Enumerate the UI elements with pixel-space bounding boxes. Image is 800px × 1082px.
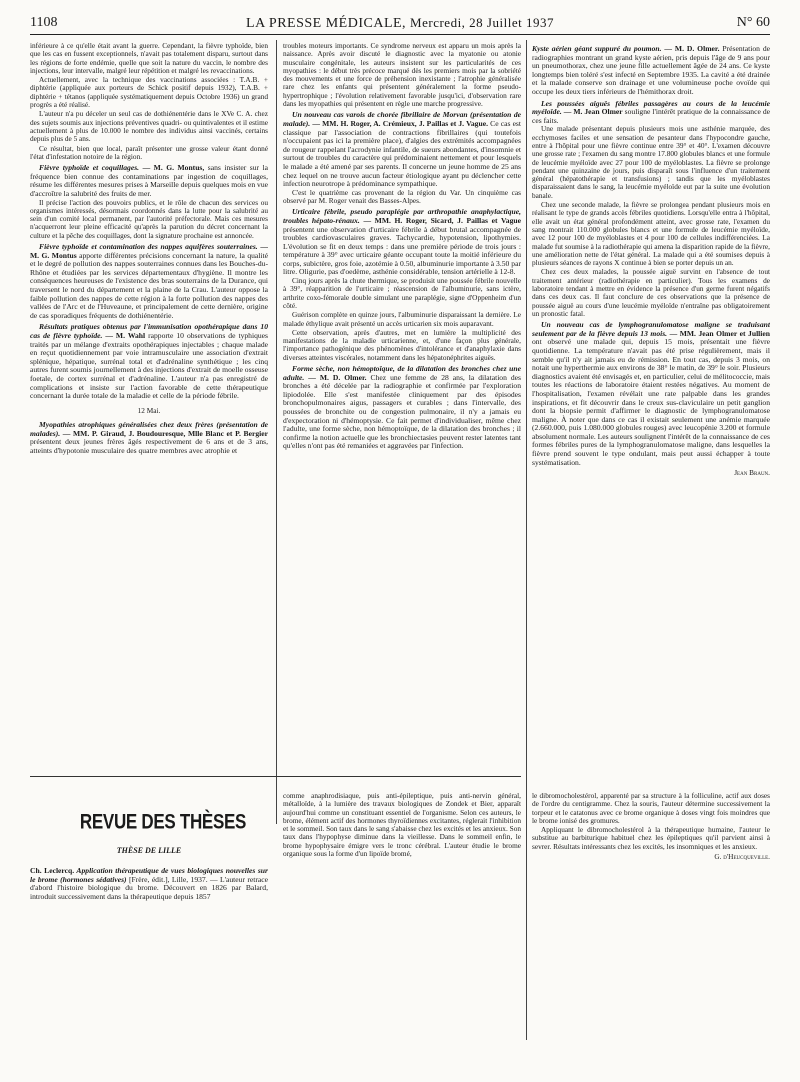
revue-signature: G. d'Heucqueville.	[714, 852, 770, 862]
paragraph: Chez une seconde malade, la fièvre se prolongea pendant plusieurs mois en réalisant le type de grands accès fébriles quotidiens. Lorsqu'elle entra à l'hôpital, elle avait un état général profondément atteint, avec grosse rate, l'examen du sang montrait 110.000 globules blancs et une formule de leucémie myéloïde, avec 12 pour 100 de myéloblastes et 4 pour 100 de cellules indifférenciées. La malade fut soumise à la radiothérapie qui amena la disparition rapide de la fièvre, une amélioration nette de l'état général. La malade qui a été soumises depuis à plusieurs séances de rayons X continue à bien se porter depuis un an.	[532, 200, 770, 268]
paragraph: troubles moteurs importants. Ce syndrome nerveux est apparu un mois après la naissance. Après avoir discuté le diagnostic avec la myatonie ou atonie musculaire congénitale, les auteurs insistent sur les particularités de ces myopathies : le début très précoce marqué dès les premiers mois par la sobriété des mouvements et une force de préhension inexistante ; l'atrophie généralisée rare chez les enfants qui présentent généralement la forme pseudo-hypertrophique ; l'évolution relativement favorable jusqu'ici, d'observation rare dans les myopathies qui présentent en règle une marche progressive.	[283, 42, 521, 109]
communication-title: Kyste aérien géant suppuré du poumon.	[532, 44, 662, 53]
journal-title-line	[30, 14, 770, 33]
communication-title: Fièvre typhoïde et contamination des nappes aquifères souterraines.	[39, 242, 258, 252]
communication-heading	[532, 321, 770, 467]
communication-author: — MM. H. Roger, A. Crémieux, J. Paillas et J. Vague.	[310, 118, 488, 128]
revue-column-1	[30, 864, 268, 920]
communication-text: ont observé une malade qui, depuis 15 mois, présentait une fièvre quotidienne. La température n'avait pas été prise régulièrement, mais il semble qu'il n'y ait jamais eu de rémission. En tout cas, depuis 3 mois, on notait une hyperthermie aux environs de 38° le matin, de 39° le soir. Plusieurs diagnostics avaient été envisagés et, en particulier, celui de mélitococcie, mais toutes les réactions de laboratoire étaient restées négatives. Au moment de l'hospitalisation, l'examen révélait une rate palpable dans les grandes inspirations, et fit découvrir dans le creux sus-claviculaire un petit ganglion dont la biopsie permit d'affirmer le diagnostic de lymphogranulomatose maligne. À noter que dans ce cas il existait seulement une anémie marquée (2.660.000, puis 1.080.000 globules rouges) avec leucopénie 3.200 et formule absolument normale. Les auteurs soulignent l'intérêt de la connaissance de ces formes fébriles pures de la lymphogranulomatose maligne, dans lesquelles la fièvre prend souvent le type ondulant, mais peut aussi échapper à toute systématisation.	[532, 337, 770, 467]
communication-title: Un nouveau cas de lymphogranulomatose maligne se traduisant seulement par de la fièvre depuis 13 mois.	[532, 320, 770, 338]
paragraph: inférieure à ce qu'elle était avant la guerre. Cependant, la fièvre typhoïde, bien que les cas en fussent exceptionnels, n'avait pas totalement disparu, surtout dans les régions de forte endémie, quelle que soit la nature du vaccin, le nombre des injections, leur intervalle, malgré leur répétition et malgré les revaccinations.	[30, 42, 268, 75]
thesis-entry	[30, 867, 268, 901]
column-divider-2	[526, 40, 527, 1040]
communication-text: Présentation de radiographies montrant un grand kyste aérien, pris depuis l'âge de 9 ans pour un pneumothorax, chez une jeune fille actuellement âgée de 24 ans. Ce kyste longtemps bien toléré s'est infecté en Septembre 1935. La cavité a été drainée et la malade conserve son drainage et une volumineuse poche ovoïde qui occupe les deux tiers inférieurs de l'hémithorax droit.	[532, 44, 770, 96]
communication-text: Chez une femme de 28 ans, la dilatation des bronches a été décelée par la radiographie et confirmée par l'exploration lipiodolée. Elle s'est manifestée cliniquement par des épisodes bronchopulmonaires aigus, passagers et curables ; dans l'intervalle, des poussées de bronchite ou de congestion pulmonaire, il n'y a jamais eu d'expectoration ni d'hémoptysie. Ce fait permet d'individualiser, même chez l'adulte, une forme sèche, non hémoptoïque, de la dilatation des bronches ; il confirme la notion actuelle que les bronchiectasies peuvent rester latentes tant qu'elles n'ont pas été remaniées et aggravées par l'infection.	[283, 372, 521, 451]
revue-column-2	[283, 792, 521, 920]
communication-title: Urticaire fébrile, pseudo paraplégie par arthropathie anaphylactique, troubles hépato-rénaux.	[283, 207, 521, 225]
paragraph: Une malade présentant depuis plusieurs mois une asthénie marquée, des ecchymoses faciles et une sensation de pesanteur dans l'hypocondre gauche, entre à l'hôpital pour une fièvre continue entre 39° et 40°. L'examen découvre une grosse rate ; l'examen du sang montre 17.800 globules blancs et une formule de leucémie myéloïde avec 27 pour 100 de myéloblastes. La fièvre se prolonge pendant une quinzaine de jours, puis disparaît sous l'influence d'un traitement général (hépatothérapie et transfusions) ; tandis que les myéloblastes disparaissaient dans le sang, la leucémie myéloïde eut par la suite une évolution banale.	[532, 124, 770, 200]
communication-author: — M. G. Montus	[30, 242, 268, 260]
communication-heading	[30, 421, 268, 455]
communication-title: Fièvre typhoïde et coquillages.	[39, 163, 140, 173]
communication-heading	[532, 100, 770, 126]
communication-text: présentent deux jeunes frères âgés respectivement de 6 ans et de 3 ans, atteints d'hypotonie musculaire des quatre membres avec atrophie et	[30, 437, 268, 455]
communication-title: Myopathies atrophiques généralisées chez deux frères (présentation de malades).	[30, 420, 268, 438]
page-header	[30, 14, 770, 36]
communication-heading	[30, 164, 268, 198]
thesis-text: [Frère, édit.], Lille, 1937. — L'auteur retrace d'abord l'histoire biologique du brome. Découvert en 1826 par Balard, introduit successivement dans la thérapeutique depuis 1857	[30, 874, 268, 901]
communication-text: Ce cas est classique par l'association de contractions fibrillaires (qui toutefois n'occupaient pas ici la première place), d'algies des extrémités accompagnées de rougeur rappelant l'acrodynie infantile, de sueurs abondantes, d'insomnie et surtout de troubles du caractère qui prédominaient nettement et pour lesquels le malade a été amené par ses parents. Il concerne un jeune homme de 25 ans chez lequel on ne trouve aucun facteur étiologique ayant pu déclencher cette infection neurotrope à prédominance sympathique.	[283, 118, 521, 189]
section-rule	[30, 776, 521, 777]
communication-heading	[30, 323, 268, 400]
communication-text: sans insister sur la fréquence bien connue des contaminations par ingestion de coquillages, résume les différentes mesures prises à Marseille depuis quelques mois en vue d'accroître la salubrité des fruits de mer.	[30, 163, 268, 198]
thesis-title: Application thérapeutique de vues biologiques nouvelles sur le brome (hormones sédatives)	[30, 866, 268, 884]
page-number: 1108	[30, 15, 58, 30]
paragraph: Actuellement, avec la technique des vaccinations associées : T.A.B. + diphtérie (appliquée aux porteurs de Schick positif depuis 1932), T.A.B. + diphtérie + tétanos (appliquée systématiquement depuis Octobre 1936) un grand progrès a été réalisé.	[30, 75, 268, 110]
communication-title: Un nouveau cas varois de chorée fibrillaire de Morvan (présentation de malade).	[283, 110, 521, 128]
communication-text: présentent une observation d'urticaire fébrile à début brutal accompagnée de troubles cardiovasculaires graves. Tachycardie, hypotension, lipothymies. L'évolution se fit en deux temps : dans une première période de trois jours : température à 39° avec urticaire géante occupant toute la moitié inférieure du corps, subictère, gros foie, azotémie à 0.50, albuminurie importante à 3.50 par litre. Oligurie, pas d'oedème, asthénie considérable, tension artérielle à 12-8.	[283, 224, 521, 277]
column-1	[30, 42, 268, 766]
communication-author: — MM. Jean Olmer et Jullien	[667, 328, 770, 338]
communication-heading	[30, 243, 268, 320]
paragraph: le dibromocholestérol, apparenté par sa structure à la folliculine, actif aux doses de l'ordre du centigramme. Chez la souris, l'auteur détermine successivement la torpeur et le catatonus avec ce brome organique à doses vingt fois moindres que le brome ionisé des gromures.	[532, 792, 770, 825]
communication-heading	[532, 45, 770, 97]
paragraph: Ce résultat, bien que local, paraît présenter une grosse valeur étant donné l'état d'infestation notoire de la région.	[30, 143, 268, 161]
communication-author: — M. G. Montus,	[139, 163, 205, 173]
paragraph: Chez ces deux malades, la poussée aiguë survint en l'absence de tout traitement antérieur (radiothérapie en particulier). Tous les examens de laboratoire tendant à mettre en évidence la présence d'un germe furent négatifs dans ces deux cas. Il faut conclure de ces observations que la présence de poussée aiguë au cours d'une leucémie myéloïde n'entraîne pas obligatoirement un pronostic fatal.	[532, 267, 770, 318]
communication-title: Résultats pratiques obtenus par l'immunisation opothérapique dans 10 cas de fièvre typhoïde.	[30, 322, 268, 340]
paragraph: comme anaphrodisiaque, puis anti-épileptique, puis anti-nervin général, métalloïde, à la lumière des travaux biologiques de Zondek et Bier, apparaît aujourd'hui comme un constituant essentiel de l'organisme. Selon ces auteurs, le brome, élément actif des hormones thyroïdiennes excitantes, réglerait l'inhibition et le sommeil. Son taux dans le sang s'abaisse chez les excités et les anxieux. Son taux dans l'hypophyse diminue dans la vieillesse. Dans le sommeil enfin, le brome hypophysaire émigre vers le tronc cérébral. L'auteur étudie le brome organique sous la forme d'un lipoïde bromé,	[283, 792, 521, 859]
communication-heading	[283, 365, 521, 451]
paragraph: Cinq jours après la chute thermique, se produisit une poussée fébrile nouvelle à 39°, réapparition de l'urticaire ; réascension de l'albuminurie, sans ictère, arthrite coxo-fémorale double simulant une paraplégie, signe d'Oppenheim d'un côté.	[283, 276, 521, 310]
revue-title: REVUE DES THÈSES	[79, 809, 247, 834]
column-3	[532, 42, 770, 784]
journal-name: LA PRESSE MÉDICALE,	[246, 16, 407, 31]
section-signature: Jean Braun.	[734, 468, 770, 478]
communication-title: Les poussées aiguës fébriles passagères au cours de la leucémie myéloïde.	[532, 98, 770, 117]
communication-author: — M. Jean Olmer	[561, 107, 623, 117]
communication-author: — MM. H. Roger, Sicard, J. Paillas et Vague	[359, 215, 521, 225]
communication-author: — M. D. Olmer.	[304, 372, 367, 382]
paragraph: Cette observation, après d'autres, met en lumière la multiplicité des manifestations de la maladie urticarienne, et, d'une façon plus générale, l'importance pathogénique des phénomènes d'intolérance et d'anaphylaxie dans diverses atteintes viscérales, notamment dans les hépatonéphrites aiguës.	[283, 327, 521, 362]
communication-text: souligne l'intérêt pratique de la connaissance de ces faits.	[532, 107, 770, 125]
communication-text: apporte différentes précisions concernant la nature, la qualité et le degré de pollution des nappes souterraines connues dans les Bouches-du-Rhône et étudiées par les services départementaux d'hygiène. Il montre les conséquences heureuses de l'existence des bras souterrains de la Durance, qui traversent le nord du département et la plaine de la Crau. L'auteur oppose la faible pollution des nappes de cette région à la forte pollution des nappes des vallées de l'Arc et de l'Huveaune, et principalement de cette dernière, origine de cas sporadiques fréquents de dothiénentérie.	[30, 250, 268, 320]
paragraph: Il précise l'action des pouvoirs publics, et le rôle de chacun des services ou organismes intéressés, désormais coordonnés dans la lutte pour la salubrité au sein d'un comité local permanent, par l'autorité préfectorale. Mais ces mesures n'acquerront leur pleine efficacité qu'après la parution du décret concernant la culture et la pêche des coquillages, dont la signature prochaine est annoncée.	[30, 197, 268, 240]
communication-author: — MM. P. Giraud, J. Boudouresque, Mlle Blanc et P. Bergier	[60, 428, 268, 438]
communication-author: — M. D. Olmer.	[661, 44, 720, 53]
communication-heading	[283, 208, 521, 277]
paragraph: Appliquant le dibromocholestérol à la thérapeutique humaine, l'auteur le substitue au barbiturique habituel chez les épileptiques qu'il parvient ainsi à sevrer. Résultats intéressants chez les excités, les insomniques et les anxieux.	[532, 825, 770, 851]
session-date: 12 Mai.	[137, 405, 161, 415]
issue-date: Mercredi, 28 Juillet 1937	[410, 15, 554, 30]
these-subtitle: THÈSE DE LILLE	[116, 846, 182, 855]
communication-text: rapporte 10 observations de typhiques traités par un mélange d'extraits opothérapiques injectables ; chaque malade en reçut quotidiennement par voie intramusculaire une association d'extrait splénique, hépatique, surrénal total et d'adrénaline synthétique ; les cinq autres furent soumis journellement à des injections d'extrait de moelle osseuse foetale, de cortex surrénal et d'adrénaline. L'auteur n'a pas enregistré de complications et insiste sur l'action favorable de cette thérapeutique concernant la durée totale de la maladie et celle de la période fébrile.	[30, 330, 268, 401]
communication-author: — M. Wahl	[102, 330, 146, 340]
thesis-author: Ch. Leclercq.	[30, 866, 75, 875]
issue-number: N° 60	[736, 15, 770, 30]
header-rule	[30, 34, 770, 35]
column-2	[283, 42, 521, 766]
communication-title: Forme sèche, non hémoptoïque, de la dilatation des bronches chez une adulte.	[283, 364, 521, 382]
paragraph: Guérison complète en quinze jours, l'albuminurie disparaissant la dernière. Le malade éthylique avait présenté un accès urticarien six mois auparavant.	[283, 310, 521, 328]
paragraph: C'est le quatrième cas provenant de la région du Var. Un cinquième cas observé par M. Roger venait des Basses-Alpes.	[283, 187, 521, 206]
paragraph: L'auteur n'a pu déceler un seul cas de dothiénentérie dans le XVe C. A. chez des sujets soumis aux injections préventives quadri- ou quintivalentes et il estime actuellement à plus de 10.000 le nombre des individus ainsi vaccinés, certains depuis plus de 5 ans.	[30, 109, 268, 144]
column-divider-1	[276, 40, 277, 824]
revue-column-3	[532, 792, 770, 924]
communication-heading	[283, 111, 521, 188]
